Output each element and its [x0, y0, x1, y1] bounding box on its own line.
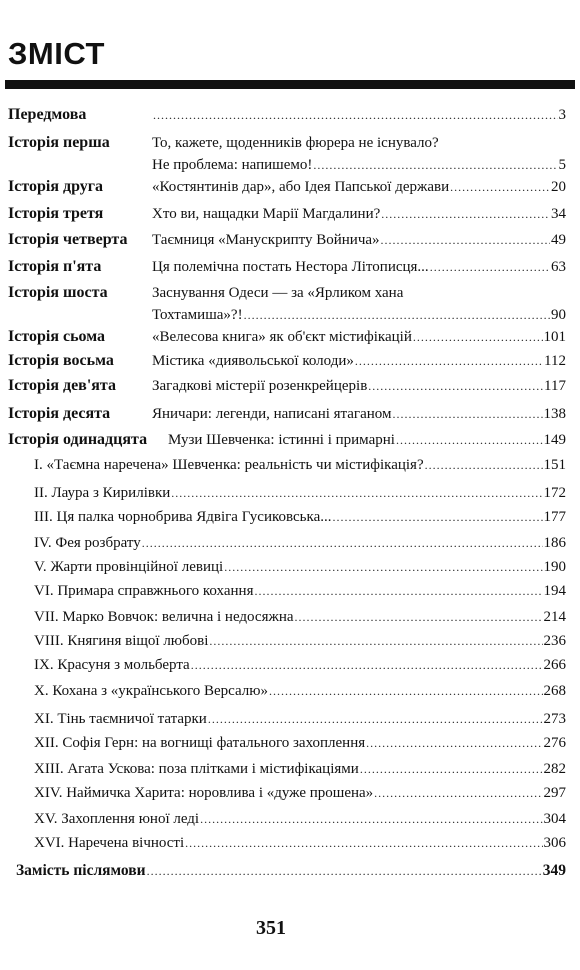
dot-leader: [209, 630, 542, 652]
entry-page: 90: [551, 307, 566, 323]
toc-row: [0, 860, 580, 882]
story-label: Історія перша: [8, 134, 110, 151]
toc-entry[interactable]: [152, 403, 566, 425]
toc-row: [0, 132, 580, 154]
entry-title: Яничари: легенди, написані ятаганом: [152, 406, 392, 422]
dot-leader: [360, 758, 543, 780]
toc-subentry[interactable]: [34, 782, 566, 804]
toc-row: [0, 606, 580, 628]
entry-page: 194: [543, 583, 566, 599]
toc-subentry[interactable]: [34, 758, 566, 780]
entry-title: Музи Шевченка: істинні і примарні: [168, 432, 395, 448]
entry-page: 34: [551, 206, 566, 222]
toc-subentry[interactable]: [34, 832, 566, 854]
dot-leader: [208, 708, 543, 730]
dot-leader: [142, 532, 543, 554]
entry-page: 214: [543, 609, 566, 625]
dot-leader: [244, 304, 550, 326]
entry-title: Містика «диявольської колоди»: [152, 353, 354, 369]
entry-title-line: То, кажете, щоденників фюрера не існувало?: [152, 135, 439, 151]
toc-row: [0, 556, 580, 578]
entry-title: VII. Марко Вовчок: велична і недосяжна: [34, 609, 294, 625]
entry-page: 177: [543, 509, 566, 525]
dot-leader: [269, 680, 543, 702]
entry-title: XIV. Наймичка Харита: норовлива і «дуже прошена»: [34, 785, 374, 801]
toc-entry[interactable]: [152, 229, 566, 251]
entry-page: 190: [543, 559, 566, 575]
toc-row: [0, 104, 580, 126]
entry-title: XVI. Наречена вічності: [34, 835, 185, 851]
story-label: Історія сьома: [8, 328, 106, 345]
dot-leader: [191, 654, 543, 676]
toc-row: [0, 708, 580, 730]
story-label: Передмова: [8, 106, 87, 123]
toc-afterword[interactable]: [16, 860, 566, 882]
toc-entry[interactable]: [152, 154, 566, 176]
toc-row: [0, 229, 580, 251]
dot-leader: [200, 808, 542, 830]
toc-entry[interactable]: [152, 203, 566, 225]
toc-row: [0, 832, 580, 854]
entry-page: 63: [551, 259, 566, 275]
story-label: Історія восьма: [8, 352, 114, 369]
entry-page: 282: [543, 761, 566, 777]
story-label: Історія шоста: [8, 284, 108, 301]
entry-title: IX. Красуня з мольберта: [34, 657, 190, 673]
toc-row: [0, 732, 580, 754]
entry-page: 112: [544, 353, 566, 369]
entry-title: IV. Фея розбрату: [34, 535, 141, 551]
toc-row: [0, 680, 580, 702]
toc-subentry[interactable]: [34, 454, 566, 476]
dot-leader: [396, 429, 543, 451]
toc-subentry[interactable]: [34, 630, 566, 652]
entry-title: I. «Таємна наречена» Шевченка: реальність чи містифікація?: [34, 457, 424, 473]
entry-title: Загадкові містерії розенкрейцерів: [152, 378, 368, 394]
entry-page: 266: [543, 657, 566, 673]
entry-title: XI. Тінь таємничої татарки: [34, 711, 207, 727]
entry-title: Таємниця «Манускрипту Войнича»: [152, 232, 380, 248]
toc-row: [0, 375, 580, 397]
entry-page: 273: [543, 711, 566, 727]
entry-title: Замість післямови: [16, 862, 146, 879]
entry-page: 306: [543, 835, 566, 851]
toc-subentry[interactable]: [34, 580, 566, 602]
toc-row-continuation: [0, 304, 580, 326]
toc-row: [0, 580, 580, 602]
entry-page: 186: [543, 535, 566, 551]
entry-page: 151: [543, 457, 566, 473]
story-label: Історія одинадцята: [8, 431, 148, 448]
toc-row: [0, 454, 580, 476]
entry-title: Не проблема: напишемо!: [152, 157, 313, 173]
entry-title: XII. Софія Герн: на вогнищі фатального захоплення: [34, 735, 366, 751]
dot-leader: [224, 556, 542, 578]
dot-leader: [147, 860, 542, 882]
dot-leader: [430, 256, 550, 278]
entry-page: 304: [543, 811, 566, 827]
toc-row: [0, 256, 580, 278]
entry-page: 268: [543, 683, 566, 699]
dot-leader: [355, 350, 543, 372]
story-label: Історія друга: [8, 178, 104, 195]
toc-row: [0, 506, 580, 528]
entry-page: 349: [542, 862, 566, 879]
dot-leader: [295, 606, 543, 628]
toc-entry[interactable]: [152, 326, 566, 348]
toc-subentry[interactable]: [34, 708, 566, 730]
entry-title: Ця полемічна постать Нестора Літописця...: [152, 259, 429, 275]
dot-leader: [425, 454, 543, 476]
entry-title-line: Заснування Одеси — за «Ярликом хана: [152, 285, 404, 301]
toc-entry[interactable]: [152, 256, 566, 278]
entry-page: 172: [543, 485, 566, 501]
entry-page: 297: [543, 785, 566, 801]
dot-leader: [171, 482, 542, 504]
toc-row: [0, 326, 580, 348]
page-number: 351: [256, 917, 286, 939]
dot-leader: [332, 506, 542, 528]
toc-subentry[interactable]: [34, 606, 566, 628]
entry-title: V. Жарти провінційної левиці: [34, 559, 224, 575]
story-label: Історія четверта: [8, 231, 128, 248]
entry-title: VI. Примара справжнього кохання: [34, 583, 254, 599]
dot-leader: [185, 832, 542, 854]
dot-leader: [413, 326, 543, 348]
dot-leader: [313, 154, 557, 176]
toc-entry[interactable]: [152, 350, 566, 372]
toc-subentry[interactable]: [34, 732, 566, 754]
dot-leader: [381, 203, 550, 225]
story-label: Історія дев'ята: [8, 377, 116, 394]
entry-page: 101: [543, 329, 566, 345]
toc-row-continuation: [0, 154, 580, 176]
toc-row: [0, 203, 580, 225]
toc-row: [0, 654, 580, 676]
story-label: Історія десята: [8, 405, 111, 422]
entry-title: III. Ця палка чорнобрива Ядвіга Гусиковська...: [34, 509, 332, 525]
dot-leader: [450, 176, 550, 198]
entry-page: 20: [551, 179, 566, 195]
toc-row: [0, 482, 580, 504]
toc-row: [0, 403, 580, 425]
dot-leader: [254, 580, 542, 602]
toc-row: [0, 282, 580, 304]
toc-subentry[interactable]: [34, 506, 566, 528]
toc-subentry[interactable]: [34, 556, 566, 578]
story-label: Історія третя: [8, 205, 104, 222]
entry-title: «Костянтинів дар», або Ідея Папської держави: [152, 179, 450, 195]
toc-row: [0, 808, 580, 830]
entry-title: II. Лаура з Кирилівки: [34, 485, 171, 501]
toc-entry[interactable]: [152, 104, 566, 126]
entry-page: 236: [543, 633, 566, 649]
dot-leader: [368, 375, 543, 397]
entry-page: 49: [551, 232, 566, 248]
entry-page: 138: [543, 406, 566, 422]
page-title: ЗМІСТ: [8, 36, 105, 71]
toc-row: [0, 782, 580, 804]
story-label: Історія п'ята: [8, 258, 102, 275]
toc-subentry[interactable]: [34, 532, 566, 554]
toc-entry[interactable]: [152, 375, 566, 397]
toc-row: [0, 532, 580, 554]
toc-subentry[interactable]: [34, 680, 566, 702]
entry-title: VIII. Княгиня віщої любові: [34, 633, 209, 649]
toc-subentry[interactable]: [34, 654, 566, 676]
dot-leader: [381, 229, 550, 251]
toc-row: [0, 176, 580, 198]
entry-page: 117: [544, 378, 566, 394]
entry-title: «Велесова книга» як об'єкт містифікацій: [152, 329, 412, 345]
toc-row: [0, 350, 580, 372]
dot-leader: [153, 104, 558, 126]
dot-leader: [366, 732, 542, 754]
toc-entry[interactable]: [168, 429, 566, 451]
toc-row: [0, 758, 580, 780]
entry-title: XIII. Агата Ускова: поза плітками і містифікаціями: [34, 761, 359, 777]
entry-title: XV. Захоплення юної леді: [34, 811, 200, 827]
entry-page: 276: [543, 735, 566, 751]
dot-leader: [392, 403, 542, 425]
dot-leader: [374, 782, 542, 804]
entry-page: 5: [558, 157, 566, 173]
toc-row: [0, 630, 580, 652]
toc-entry[interactable]: [152, 176, 566, 198]
entry-title: Хто ви, нащадки Марії Магдалини?: [152, 206, 381, 222]
entry-title: Тохтамиша»?!: [152, 307, 243, 323]
toc-subentry[interactable]: [34, 482, 566, 504]
toc-row: [0, 429, 580, 451]
entry-title: X. Кохана з «українського Версалю»: [34, 683, 268, 699]
toc-entry[interactable]: [152, 304, 566, 326]
entry-page: 149: [543, 432, 566, 448]
toc-subentry[interactable]: [34, 808, 566, 830]
entry-page: 3: [558, 107, 566, 123]
